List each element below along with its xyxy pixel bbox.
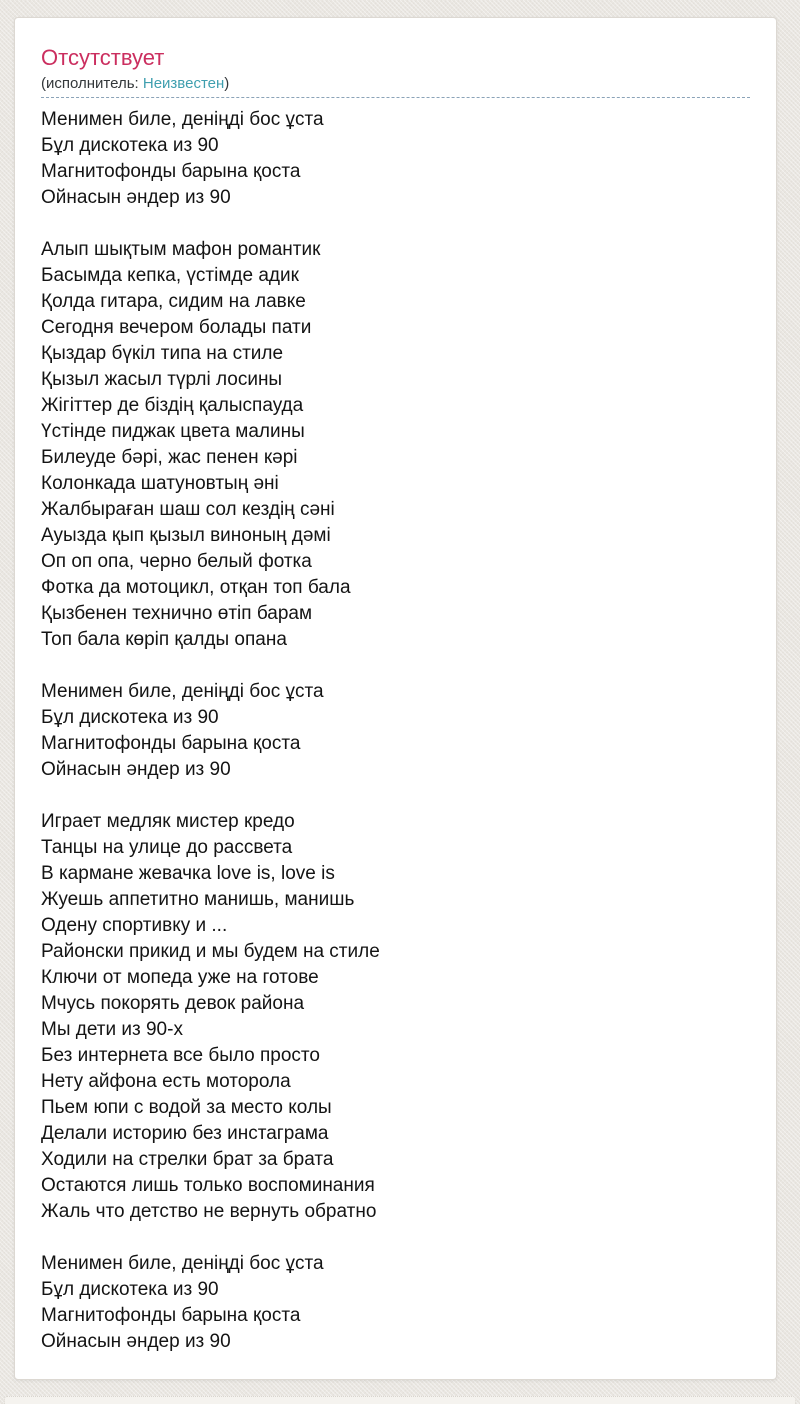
lyric-line: Басымда кепка, үстімде адик xyxy=(41,265,299,286)
lyrics-card xyxy=(14,17,777,1380)
lyric-line: Менимен биле, деніңді бос ұста xyxy=(41,681,324,702)
lyric-line: Жуешь аппетитно манишь, манишь xyxy=(41,889,355,910)
lyric-stanza xyxy=(41,237,750,653)
lyric-line: Сегодня вечером болады пати xyxy=(41,317,312,338)
lyric-line: Колонкада шатуновтың әні xyxy=(41,473,279,494)
lyric-line: Одену спортивку и ... xyxy=(41,915,228,936)
lyric-line: Мы дети из 90-х xyxy=(41,1019,183,1040)
lyric-line: Ключи от мопеда уже на готове xyxy=(41,967,319,988)
lyric-line: Нету айфона есть моторола xyxy=(41,1071,291,1092)
lyric-line: Ойнасын әндер из 90 xyxy=(41,759,231,780)
lyric-line: Жалбыраған шаш сол кездің сәні xyxy=(41,499,335,520)
lyric-line: Без интернета все было просто xyxy=(41,1045,320,1066)
lyric-stanza xyxy=(41,1251,750,1355)
lyric-line: Мчусь покорять девок района xyxy=(41,993,305,1014)
lyric-line: Танцы на улице до рассвета xyxy=(41,837,293,858)
lyric-line: Бұл дискотека из 90 xyxy=(41,707,219,728)
lyric-line: Топ бала көріп қалды опана xyxy=(41,629,287,650)
lyric-line: Қызбенен технично өтіп барам xyxy=(41,603,313,624)
lyric-line: Ойнасын әндер из 90 xyxy=(41,187,231,208)
lyric-line: Алып шықтым мафон романтик xyxy=(41,239,321,260)
lyric-line: Қыздар бүкіл типа на стиле xyxy=(41,343,284,364)
lyric-line: Бұл дискотека из 90 xyxy=(41,135,219,156)
lyric-line: Ходили на стрелки брат за брата xyxy=(41,1149,334,1170)
lyric-line: Ойнасын әндер из 90 xyxy=(41,1331,231,1352)
lyric-line: Играет медляк мистер кредо xyxy=(41,811,295,832)
next-section-edge xyxy=(4,1396,796,1404)
artist-line xyxy=(41,74,750,94)
lyric-line: Пьем юпи с водой за место колы xyxy=(41,1097,332,1118)
lyric-line: Үстінде пиджак цвета малины xyxy=(41,421,305,442)
lyric-line: Қызыл жасыл түрлі лосины xyxy=(41,369,283,390)
lyric-stanza xyxy=(41,809,750,1225)
dashed-divider xyxy=(41,97,750,98)
lyric-line: Билеуде бәрі, жас пенен кәрі xyxy=(41,447,298,468)
lyric-line: Фотка да мотоцикл, отқан топ бала xyxy=(41,577,351,598)
lyric-line: Остаются лишь только воспоминания xyxy=(41,1175,375,1196)
lyric-line: Менимен биле, деніңді бос ұста xyxy=(41,1253,324,1274)
lyric-line: В кармане жевачка love is, love is xyxy=(41,863,335,884)
lyric-line: Менимен биле, деніңді бос ұста xyxy=(41,109,324,130)
lyric-line: Ауызда қып қызыл виноның дәмі xyxy=(41,525,331,546)
lyric-line: Делали историю без инстаграма xyxy=(41,1123,329,1144)
lyric-line: Жаль что детство не вернуть обратно xyxy=(41,1201,377,1222)
lyric-line: Районски прикид и мы будем на стиле xyxy=(41,941,380,962)
lyric-line: Қолда гитара, сидим на лавке xyxy=(41,291,306,312)
artist-label-suffix: ) xyxy=(224,75,230,92)
lyrics xyxy=(41,107,750,1355)
lyric-line: Магнитофонды барына қоста xyxy=(41,733,301,754)
lyric-line: Оп оп опа, черно белый фотка xyxy=(41,551,312,572)
artist-link[interactable]: Неизвестен xyxy=(142,75,225,92)
lyric-line: Магнитофонды барына қоста xyxy=(41,161,301,182)
lyric-line: Магнитофонды барына қоста xyxy=(41,1305,301,1326)
lyric-stanza xyxy=(41,679,750,783)
lyric-stanza xyxy=(41,107,750,211)
page-title: Отсутствует xyxy=(41,45,165,70)
artist-label-prefix: (исполнитель: xyxy=(41,75,143,92)
lyric-line: Жігіттер де біздің қалыспауда xyxy=(41,395,304,416)
lyric-line: Бұл дискотека из 90 xyxy=(41,1279,219,1300)
